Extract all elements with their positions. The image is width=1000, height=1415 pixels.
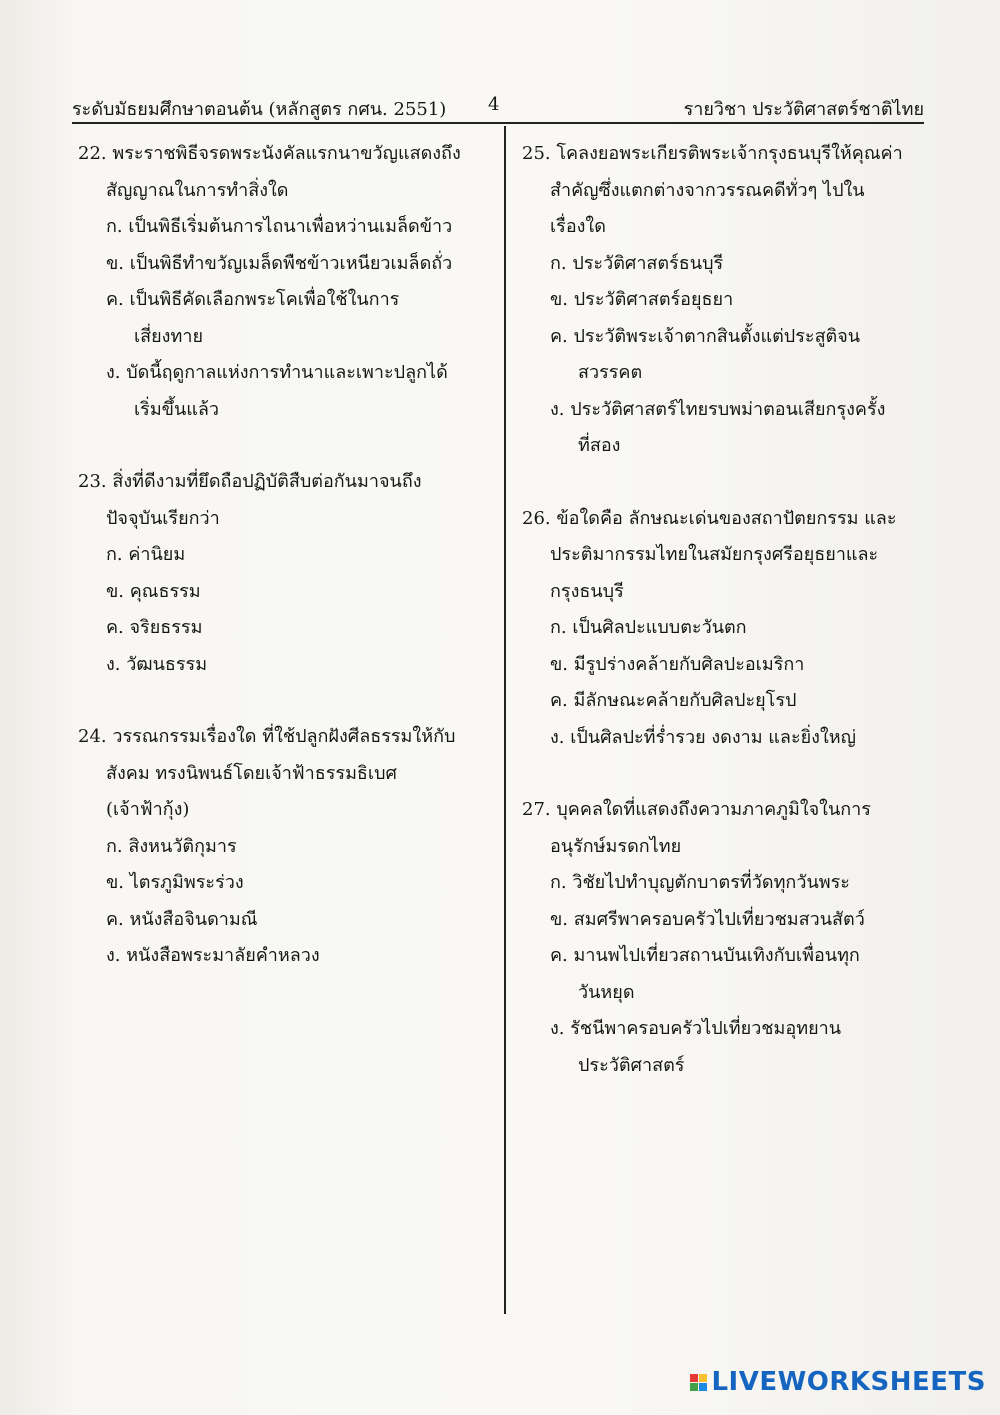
logo-square (690, 1374, 698, 1382)
question-stem: กรุงธนบุรี (550, 580, 624, 602)
choice-b[interactable]: ข. มีรูปร่างคล้ายกับศิลปะอเมริกา (550, 653, 805, 675)
page-header (72, 92, 924, 124)
question-stem: (เจ้าฟ้ากุ้ง) (106, 799, 190, 820)
choice-a[interactable]: ก. เป็นศิลปะแบบตะวันตก (550, 617, 747, 638)
question-stem: 26. ข้อใดคือ ลักษณะเด่นของสถาปัตยกรรม และ (522, 507, 897, 529)
choice-c-continued[interactable]: เสี่ยงทาย (134, 325, 203, 347)
logo-square (690, 1383, 698, 1391)
logo-square (699, 1383, 707, 1391)
choice-d[interactable]: ง. หนังสือพระมาลัยคำหลวง (106, 945, 320, 966)
question-stem: ปัจจุบันเรียกว่า (106, 507, 220, 529)
header-subject: รายวิชา ประวัติศาสตร์ชาติไทย (683, 99, 924, 120)
question-26 (522, 501, 922, 757)
choice-b[interactable]: ข. เป็นพิธีทำขวัญเมล็ดพืชข้าวเหนียวเมล็ดถั่ว (106, 252, 453, 274)
choice-c-continued[interactable]: สวรรคต (578, 362, 643, 383)
question-stem: ประติมากรรมไทยในสมัยกรุงศรีอยุธยาและ (550, 544, 879, 565)
choice-c[interactable]: ค. จริยธรรม (106, 617, 203, 638)
liveworksheets-logo-icon (690, 1374, 707, 1391)
choice-c[interactable]: ค. เป็นพิธีคัดเลือกพระโคเพื่อใช้ในการ (106, 289, 400, 310)
choice-d-continued[interactable]: เริ่มขึ้นแล้ว (134, 398, 220, 420)
question-25 (522, 136, 922, 465)
choice-d-continued[interactable]: ที่สอง (578, 435, 621, 456)
choice-b[interactable]: ข. คุณธรรม (106, 580, 201, 602)
choice-d-continued[interactable]: ประวัติศาสตร์ (578, 1054, 685, 1076)
question-stem: 25. โคลงยอพระเกียรติพระเจ้ากรุงธนบุรีให้คุณค่า (522, 143, 903, 164)
choice-a[interactable]: ก. ค่านิยม (106, 544, 186, 565)
question-stem: 22. พระราชพิธีจรดพระนังคัลแรกนาขวัญแสดงถึง (78, 143, 461, 164)
question-24 (78, 719, 478, 975)
question-22 (78, 136, 478, 428)
choice-b[interactable]: ข. ไตรภูมิพระร่วง (106, 872, 244, 893)
choice-c[interactable]: ค. มานพไปเที่ยวสถานบันเทิงกับเพื่อนทุก (550, 945, 860, 966)
choice-b[interactable]: ข. สมศรีพาครอบครัวไปเที่ยวชมสวนสัตว์ (550, 908, 865, 930)
choice-a[interactable]: ก. ประวัติศาสตร์ธนบุรี (550, 252, 724, 274)
choice-a[interactable]: ก. สิงหนวัติกุมาร (106, 835, 237, 857)
header-course-level: ระดับมัธยมศึกษาตอนต้น (หลักสูตร กศน. 2551) (72, 99, 447, 120)
question-stem: 23. สิ่งที่ดีงามที่ยึดถือปฏิบัติสืบต่อกันมาจนถึง (78, 471, 422, 492)
question-stem: สำคัญซึ่งแตกต่างจากวรรณคดีทั่วๆ ไปใน (550, 179, 865, 201)
choice-c[interactable]: ค. ประวัติพระเจ้าตากสินตั้งแต่ประสูติจน (550, 325, 861, 347)
question-stem: สัญญาณในการทำสิ่งใด (106, 179, 289, 201)
question-27 (522, 792, 922, 1084)
choice-a[interactable]: ก. วิชัยไปทำบุญตักบาตรที่วัดทุกวันพระ (550, 872, 850, 893)
choice-b[interactable]: ข. ประวัติศาสตร์อยุธยา (550, 289, 734, 310)
question-stem: เรื่องใด (550, 216, 606, 237)
column-divider (504, 126, 506, 1314)
choice-d[interactable]: ง. บัดนี้ฤดูกาลแห่งการทำนาและเพาะปลูกได้ (106, 362, 448, 383)
liveworksheets-logo-text: LIVEWORKSHEETS (711, 1367, 986, 1397)
choice-a[interactable]: ก. เป็นพิธีเริ่มต้นการไถนาเพื่อหว่านเมล็ดข้าว (106, 216, 453, 237)
left-column (78, 136, 478, 975)
choice-c[interactable]: ค. มีลักษณะคล้ายกับศิลปะยุโรป (550, 690, 797, 711)
choice-d[interactable]: ง. วัฒนธรรม (106, 653, 208, 675)
choice-c[interactable]: ค. หนังสือจินดามณี (106, 908, 258, 930)
right-column (522, 136, 922, 1084)
choice-d[interactable]: ง. รัชนีพาครอบครัวไปเที่ยวชมอุทยาน (550, 1018, 842, 1039)
question-23 (78, 464, 478, 683)
question-stem: 27. บุคคลใดที่แสดงถึงความภาคภูมิใจในการ (522, 799, 871, 820)
question-stem: 24. วรรณกรรมเรื่องใด ที่ใช้ปลูกฝังศีลธรรมให้กับ (78, 726, 456, 747)
question-stem: สังคม ทรงนิพนธ์โดยเจ้าฟ้าธรรมธิเบศ (106, 762, 397, 784)
question-stem: อนุรักษ์มรดกไทย (550, 835, 682, 857)
choice-c-continued[interactable]: วันหยุด (578, 981, 635, 1003)
page-number: 4 (488, 94, 500, 115)
liveworksheets-logo (690, 1367, 986, 1397)
choice-d[interactable]: ง. เป็นศิลปะที่ร่ำรวย งดงาม และยิ่งใหญ่ (550, 726, 856, 748)
logo-square (699, 1374, 707, 1382)
choice-d[interactable]: ง. ประวัติศาสตร์ไทยรบพม่าตอนเสียกรุงครั้ง (550, 398, 886, 420)
